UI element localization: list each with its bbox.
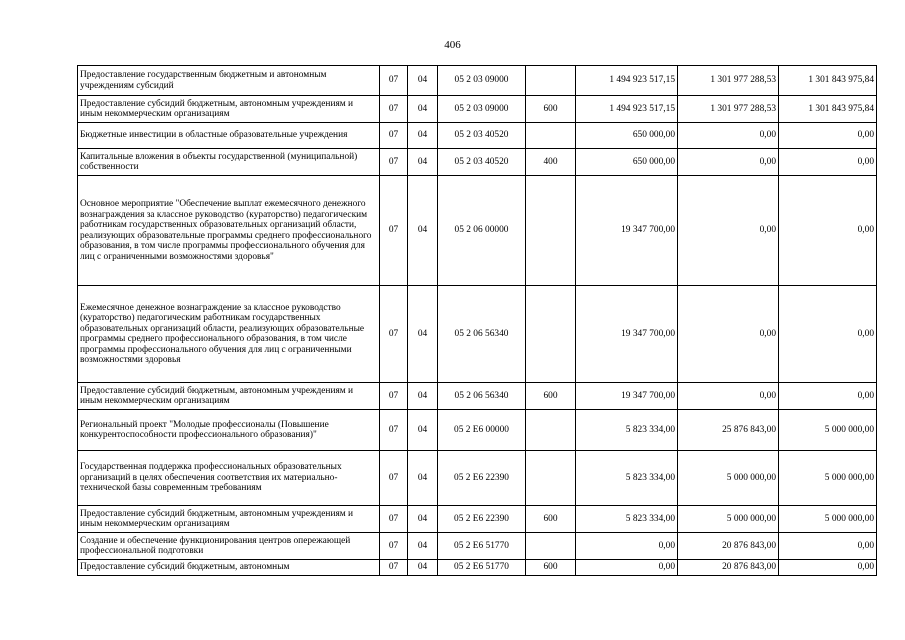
row-name-cell: Ежемесячное денежное вознаграждение за классное руководство (кураторство) педагогическим работникам государственных образовательных организаций области, реализующих образовательные программы среднего профессионального образования, в том числе программы профессионального обучения для лиц с ограниченными возможностями здоровья xyxy=(78,286,380,383)
section-code-cell: 07 xyxy=(380,383,408,410)
subsection-code-cell: 04 xyxy=(408,96,438,123)
amount-year2-cell: 0,00 xyxy=(678,383,779,410)
target-article-cell: 05 2 E6 00000 xyxy=(438,410,526,451)
amount-year3-cell: 0,00 xyxy=(779,560,877,576)
amount-year1-cell: 5 823 334,00 xyxy=(576,410,678,451)
target-article-cell: 05 2 E6 22390 xyxy=(438,506,526,533)
section-code-cell: 07 xyxy=(380,96,408,123)
amount-year1-cell: 1 494 923 517,15 xyxy=(576,96,678,123)
subsection-code-cell: 04 xyxy=(408,176,438,286)
section-code-cell: 07 xyxy=(380,286,408,383)
target-article-cell: 05 2 03 09000 xyxy=(438,96,526,123)
amount-year1-cell: 0,00 xyxy=(576,533,678,560)
expense-type-cell: 600 xyxy=(526,506,576,533)
section-code-cell: 07 xyxy=(380,149,408,176)
expense-type-cell xyxy=(526,286,576,383)
amount-year2-cell: 0,00 xyxy=(678,149,779,176)
subsection-code-cell: 04 xyxy=(408,533,438,560)
budget-table xyxy=(77,65,877,576)
table-row xyxy=(78,506,877,533)
target-article-cell: 05 2 06 56340 xyxy=(438,383,526,410)
amount-year2-cell: 20 876 843,00 xyxy=(678,533,779,560)
subsection-code-cell: 04 xyxy=(408,560,438,576)
amount-year2-cell: 5 000 000,00 xyxy=(678,451,779,506)
section-code-cell: 07 xyxy=(380,123,408,149)
amount-year3-cell: 1 301 843 975,84 xyxy=(779,96,877,123)
expense-type-cell xyxy=(526,451,576,506)
amount-year2-cell: 0,00 xyxy=(678,123,779,149)
amount-year1-cell: 0,00 xyxy=(576,560,678,576)
target-article-cell: 05 2 E6 22390 xyxy=(438,451,526,506)
amount-year1-cell: 19 347 700,00 xyxy=(576,176,678,286)
amount-year3-cell: 5 000 000,00 xyxy=(779,410,877,451)
table-row xyxy=(78,410,877,451)
section-code-cell: 07 xyxy=(380,176,408,286)
amount-year3-cell: 0,00 xyxy=(779,533,877,560)
row-name-cell: Предоставление государственным бюджетным и автономным учреждениям субсидий xyxy=(78,66,380,96)
subsection-code-cell: 04 xyxy=(408,149,438,176)
subsection-code-cell: 04 xyxy=(408,286,438,383)
row-name-cell: Бюджетные инвестиции в областные образовательные учреждения xyxy=(78,123,380,149)
target-article-cell: 05 2 06 00000 xyxy=(438,176,526,286)
table-row xyxy=(78,451,877,506)
row-name-cell: Основное мероприятие "Обеспечение выплат ежемесячного денежного вознаграждения за классное руководство (кураторство) педагогическим работникам государственных образовательных организаций области, реализующих образовательные программы среднего профессионального образования, в том числе программы профессионального обучения для лиц с ограниченными возможностями здоровья" xyxy=(78,176,380,286)
section-code-cell: 07 xyxy=(380,451,408,506)
row-name-cell: Предоставление субсидий бюджетным, автономным учреждениям и иным некоммерческим организациям xyxy=(78,506,380,533)
amount-year3-cell: 0,00 xyxy=(779,286,877,383)
subsection-code-cell: 04 xyxy=(408,506,438,533)
amount-year2-cell: 0,00 xyxy=(678,286,779,383)
table-row xyxy=(78,383,877,410)
section-code-cell: 07 xyxy=(380,506,408,533)
expense-type-cell xyxy=(526,410,576,451)
expense-type-cell xyxy=(526,533,576,560)
amount-year1-cell: 5 823 334,00 xyxy=(576,506,678,533)
amount-year1-cell: 19 347 700,00 xyxy=(576,286,678,383)
expense-type-cell: 600 xyxy=(526,560,576,576)
expense-type-cell: 400 xyxy=(526,149,576,176)
section-code-cell: 07 xyxy=(380,533,408,560)
target-article-cell: 05 2 03 09000 xyxy=(438,66,526,96)
row-name-cell: Предоставление субсидий бюджетным, автономным учреждениям и иным некоммерческим организациям xyxy=(78,96,380,123)
table-row xyxy=(78,123,877,149)
amount-year3-cell: 0,00 xyxy=(779,123,877,149)
row-name-cell: Государственная поддержка профессиональных образовательных организаций в целях обеспечения соответствия их материально-технической базы современным требованиям xyxy=(78,451,380,506)
target-article-cell: 05 2 E6 51770 xyxy=(438,560,526,576)
amount-year3-cell: 5 000 000,00 xyxy=(779,506,877,533)
amount-year1-cell: 1 494 923 517,15 xyxy=(576,66,678,96)
amount-year2-cell: 1 301 977 288,53 xyxy=(678,96,779,123)
amount-year3-cell: 5 000 000,00 xyxy=(779,451,877,506)
target-article-cell: 05 2 E6 51770 xyxy=(438,533,526,560)
amount-year2-cell: 0,00 xyxy=(678,176,779,286)
amount-year1-cell: 650 000,00 xyxy=(576,149,678,176)
row-name-cell: Предоставление субсидий бюджетным, автономным xyxy=(78,560,380,576)
subsection-code-cell: 04 xyxy=(408,123,438,149)
section-code-cell: 07 xyxy=(380,410,408,451)
section-code-cell: 07 xyxy=(380,66,408,96)
amount-year1-cell: 650 000,00 xyxy=(576,123,678,149)
amount-year3-cell: 1 301 843 975,84 xyxy=(779,66,877,96)
subsection-code-cell: 04 xyxy=(408,66,438,96)
table-row xyxy=(78,96,877,123)
amount-year2-cell: 20 876 843,00 xyxy=(678,560,779,576)
amount-year2-cell: 25 876 843,00 xyxy=(678,410,779,451)
expense-type-cell: 600 xyxy=(526,96,576,123)
amount-year1-cell: 19 347 700,00 xyxy=(576,383,678,410)
subsection-code-cell: 04 xyxy=(408,410,438,451)
page-number: 406 xyxy=(444,39,461,51)
target-article-cell: 05 2 03 40520 xyxy=(438,123,526,149)
table-row xyxy=(78,286,877,383)
target-article-cell: 05 2 03 40520 xyxy=(438,149,526,176)
amount-year3-cell: 0,00 xyxy=(779,149,877,176)
subsection-code-cell: 04 xyxy=(408,383,438,410)
amount-year3-cell: 0,00 xyxy=(779,383,877,410)
expense-type-cell xyxy=(526,176,576,286)
expense-type-cell: 600 xyxy=(526,383,576,410)
section-code-cell: 07 xyxy=(380,560,408,576)
target-article-cell: 05 2 06 56340 xyxy=(438,286,526,383)
table-row xyxy=(78,149,877,176)
row-name-cell: Региональный проект "Молодые профессионалы (Повышение конкурентоспособности профессионального образования)" xyxy=(78,410,380,451)
row-name-cell: Создание и обеспечение функционирования центров опережающей профессиональной подготовки xyxy=(78,533,380,560)
amount-year3-cell: 0,00 xyxy=(779,176,877,286)
table-row xyxy=(78,66,877,96)
subsection-code-cell: 04 xyxy=(408,451,438,506)
amount-year2-cell: 5 000 000,00 xyxy=(678,506,779,533)
expense-type-cell xyxy=(526,123,576,149)
table-row xyxy=(78,560,877,576)
row-name-cell: Предоставление субсидий бюджетным, автономным учреждениям и иным некоммерческим организациям xyxy=(78,383,380,410)
table-row xyxy=(78,176,877,286)
row-name-cell: Капитальные вложения в объекты государственной (муниципальной) собственности xyxy=(78,149,380,176)
expense-type-cell xyxy=(526,66,576,96)
table-row xyxy=(78,533,877,560)
amount-year1-cell: 5 823 334,00 xyxy=(576,451,678,506)
amount-year2-cell: 1 301 977 288,53 xyxy=(678,66,779,96)
